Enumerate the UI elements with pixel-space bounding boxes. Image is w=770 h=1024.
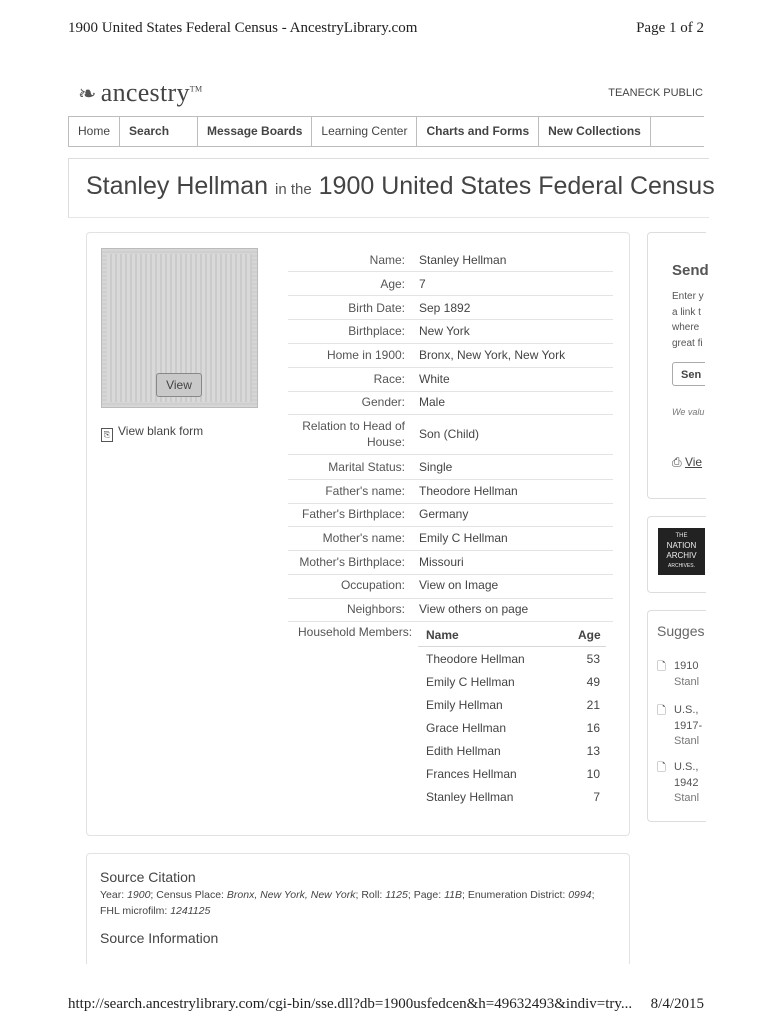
source-information-heading: Source Information [100,930,219,946]
document-icon: 🗋 [657,762,666,774]
household-member-name[interactable]: Emily Hellman [426,698,503,712]
household-member-name[interactable]: Theodore Hellman [426,652,525,666]
send-panel-text [672,289,704,351]
print-date: 8/4/2015 [650,996,704,1012]
suggested-line: Stanl [674,675,700,688]
citation-value: 1241125 [170,905,211,917]
fact-row [288,551,613,575]
household-header-divider [418,646,606,647]
household-member-name[interactable]: Stanley Hellman [426,790,514,804]
household-member-age: 7 [593,790,600,804]
fact-label: Neighbors: [346,602,405,616]
fact-row [288,344,613,368]
suggested-item[interactable] [657,703,702,750]
citation-label: Enumeration District: [467,889,566,901]
tab-message-boards[interactable]: Message Boards [198,117,312,146]
fact-label: Age: [380,277,405,291]
citation-label: Census Place: [156,889,224,901]
blank-form-label: View blank form [118,424,204,438]
tab-new-collections[interactable]: New Collections [539,117,651,146]
print-page-number: Page 1 of 2 [636,20,704,36]
print-link-label: Vie [684,455,703,469]
fact-value: Theodore Hellman [419,484,518,498]
document-icon: 🗋 [657,661,666,673]
citation-value: Bronx, New York, New York [226,889,356,901]
household-member-age: 21 [586,698,600,712]
fact-row [288,296,613,320]
fact-label: Home in 1900: [326,348,405,362]
fact-value: Emily C Hellman [419,531,508,545]
fact-value: Germany [419,507,469,521]
fact-value: White [419,372,450,386]
fact-row [288,480,613,504]
fact-value: Male [419,395,446,409]
archives-line: THE [675,533,688,539]
household-member-age: 16 [586,721,600,735]
send-text-line: where [672,322,700,333]
citation-label: Roll: [361,889,383,901]
suggested-line: 1942 [674,776,699,789]
fact-row [288,249,613,272]
fact-value: Bronx, New York, New York [419,348,566,362]
logo-trademark: TM [189,84,203,94]
fact-label: Mother's Birthplace: [299,555,405,569]
fact-label: Birthplace: [348,324,405,338]
fact-row [288,392,613,415]
fact-label: Mother's name: [322,531,405,545]
fact-value: Stanley Hellman [419,253,507,267]
send-text-line: great fi [672,337,703,349]
suggested-line: 1910 [674,660,699,672]
fact-row [288,455,613,480]
archives-line: ARCHIVES. [668,563,695,569]
nav-filler [651,117,704,146]
household-member-age: 13 [586,744,600,758]
suggested-line: U.S., [674,704,699,716]
record-name: Stanley Hellman [86,172,269,200]
send-note: We valu [672,407,705,417]
print-page-title: 1900 United States Federal Census - AncestryLibrary.com [68,20,418,36]
fact-row [288,320,613,344]
household-member-name[interactable]: Edith Hellman [426,744,501,758]
tab-learning-center[interactable]: Learning Center [312,117,417,146]
fact-row [288,272,613,296]
title-in-the: in the [274,181,312,198]
fact-label: Relation to Head of House: [302,419,405,449]
household-member-name[interactable]: Frances Hellman [426,767,517,781]
view-blank-form-link[interactable] [101,424,203,442]
send-panel-title: Send [672,262,709,279]
fact-label: Race: [373,372,405,386]
fact-value[interactable]: View others on page [419,602,529,616]
source-citation-heading: Source Citation [100,869,196,885]
fact-value: Missouri [419,555,464,569]
view-image-button[interactable]: View [156,373,202,397]
fact-label: Gender: [361,395,405,409]
tab-home[interactable]: Home [69,117,120,146]
fact-value[interactable]: View on Image [419,578,499,592]
fact-row [288,527,613,551]
print-url: http://search.ancestrylibrary.com/cgi-bin/sse.dll?db=1900usfedcen&h=49632493&indiv=try... [68,996,633,1012]
citation-value: 11B [444,889,462,901]
archives-line: NATION [666,541,697,550]
suggested-item[interactable] [657,659,699,690]
fact-row [288,575,613,599]
send-button[interactable]: Sen [672,362,705,386]
collection-name: 1900 United States Federal Census [318,172,715,200]
page-title [86,172,715,201]
fact-value: 7 [419,277,426,291]
citation-label: Year: [100,889,125,901]
household-col-age: Age [578,628,601,642]
fact-row [288,415,613,455]
fact-label: Marital Status: [328,460,405,474]
fact-row [288,599,613,622]
household-col-name: Name [426,628,459,642]
fact-row [288,368,613,392]
fact-label: Occupation: [340,578,405,592]
citation-value: 1900 [127,889,151,901]
main-nav [68,116,704,147]
fact-label: Birth Date: [348,301,405,315]
household-member-age: 10 [586,767,600,781]
citation-value: 1125 [385,889,408,901]
printer-icon: ⎙ [672,455,682,469]
household-member-name[interactable]: Emily C Hellman [426,675,515,689]
household-label: Household Members: [298,625,413,639]
source-citation-text: Year: 1900; Census Place: Bronx, New York, New York; Roll: 1125; Page: 11B; Enumeration District: 0994; FHL microfilm: 1241125 [100,889,595,917]
leaf-icon: ❧ [78,81,97,106]
tab-search[interactable]: Search [120,117,198,146]
send-text-line: Enter y [672,291,704,302]
fact-value: New York [419,324,470,338]
suggested-line: U.S., [674,761,699,773]
household-member-age: 53 [586,652,600,666]
fact-label: Father's name: [325,484,405,498]
fact-label: Name: [369,253,405,267]
fact-value: Sep 1892 [419,301,471,315]
tab-charts-and-forms[interactable]: Charts and Forms [417,117,539,146]
send-text-line: a link t [672,306,701,318]
ancestry-logo[interactable] [78,78,202,110]
logo-text: ancestry [100,78,190,107]
fact-row [288,504,613,527]
national-archives-badge[interactable] [658,528,705,575]
citation-label: Page: [413,889,442,901]
household-member-age: 49 [586,675,600,689]
fact-value: Single [419,460,453,474]
citation-value: 0994 [568,889,592,901]
suggested-line: Stanl [674,792,700,804]
pdf-icon: ⎘ [101,428,113,442]
suggested-item[interactable] [657,760,699,807]
suggested-line: 1917- [674,719,703,732]
print-header [68,20,704,42]
fact-value: Son (Child) [419,427,480,441]
citation-label: FHL microfilm: [100,905,168,917]
document-icon: 🗋 [657,705,666,717]
household-member-name[interactable]: Grace Hellman [426,721,507,735]
suggested-line: Stanl [674,735,700,747]
print-link[interactable] [672,455,702,470]
suggested-title: Sugges [657,623,705,639]
archives-line: ARCHIV [666,551,697,560]
fact-label: Father's Birthplace: [301,507,405,521]
library-name: TEANECK PUBLIC [608,87,703,99]
